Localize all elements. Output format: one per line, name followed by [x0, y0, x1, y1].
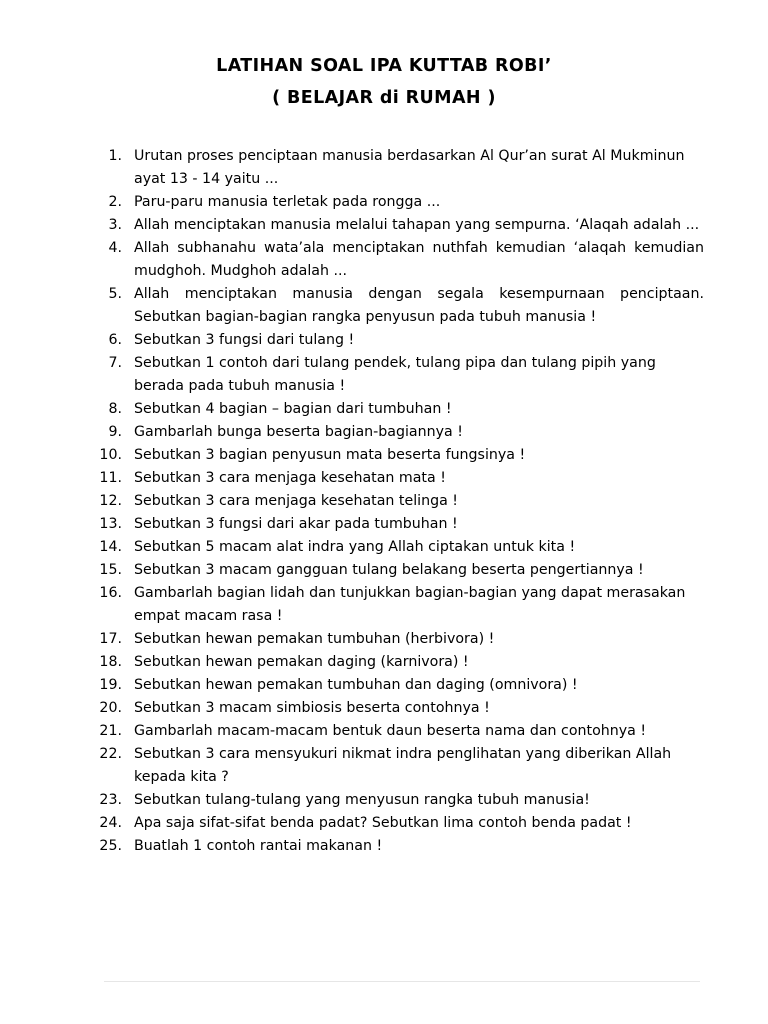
question-number: 16. [99, 585, 122, 601]
question-item [84, 789, 704, 812]
question-text: Sebutkan 3 bagian penyusun mata beserta fungsinya ! [134, 447, 526, 463]
question-number: 3. [108, 217, 122, 233]
question-item [84, 237, 704, 283]
question-item [84, 743, 704, 789]
question-item [84, 513, 704, 536]
question-text: Sebutkan hewan pemakan tumbuhan (herbivora) ! [134, 631, 495, 647]
question-text: Allah menciptakan manusia dengan segala kesempurnaan penciptaan. Sebutkan bagian-bagian rangka penyusun pada tubuh manusia ! [134, 286, 704, 325]
page-subtitle: ( BELAJAR di RUMAH ) [272, 88, 496, 108]
question-item [84, 697, 704, 720]
question-text: Sebutkan 3 fungsi dari akar pada tumbuhan ! [134, 516, 458, 532]
question-text: Sebutkan hewan pemakan tumbuhan dan daging (omnivora) ! [134, 677, 578, 693]
question-number: 21. [99, 723, 122, 739]
question-item [84, 352, 704, 398]
question-number: 2. [108, 194, 122, 210]
question-text: Sebutkan 3 cara menjaga kesehatan telinga ! [134, 493, 458, 509]
question-number: 11. [99, 470, 122, 486]
question-text: Sebutkan 3 macam gangguan tulang belakang beserta pengertiannya ! [134, 562, 644, 578]
question-item [84, 674, 704, 697]
question-text: Allah subhanahu wata’ala menciptakan nuthfah kemudian ‘alaqah kemudian mudghoh. Mudghoh adalah ... [134, 240, 704, 279]
question-number: 19. [99, 677, 122, 693]
question-item [84, 214, 704, 237]
question-number: 5. [108, 286, 122, 302]
question-number: 4. [108, 240, 122, 256]
question-item [84, 467, 704, 490]
question-number: 15. [99, 562, 122, 578]
question-text: Gambarlah bunga beserta bagian-bagiannya ! [134, 424, 463, 440]
page-title: LATIHAN SOAL IPA KUTTAB ROBI’ [216, 56, 552, 76]
question-number: 1. [108, 148, 122, 164]
question-number: 10. [99, 447, 122, 463]
question-text: Sebutkan 4 bagian – bagian dari tumbuhan ! [134, 401, 452, 417]
question-item [84, 835, 704, 858]
question-number: 20. [99, 700, 122, 716]
question-text: Paru-paru manusia terletak pada rongga ... [134, 194, 441, 210]
question-list [84, 145, 704, 858]
question-item [84, 628, 704, 651]
question-number: 14. [99, 539, 122, 555]
question-text: Sebutkan 5 macam alat indra yang Allah ciptakan untuk kita ! [134, 539, 576, 555]
question-number: 23. [99, 792, 122, 808]
question-text: Sebutkan hewan pemakan daging (karnivora) ! [134, 654, 469, 670]
question-text: Sebutkan 1 contoh dari tulang pendek, tulang pipa dan tulang pipih yang berada pada tubuh manusia ! [134, 355, 656, 394]
question-number: 6. [108, 332, 122, 348]
question-number: 25. [99, 838, 122, 854]
question-text: Apa saja sifat-sifat benda padat? Sebutkan lima contoh benda padat ! [134, 815, 632, 831]
question-item [84, 398, 704, 421]
question-text: Sebutkan 3 fungsi dari tulang ! [134, 332, 355, 348]
question-item [84, 812, 704, 835]
question-text: Sebutkan 3 cara menjaga kesehatan mata ! [134, 470, 446, 486]
question-text: Buatlah 1 contoh rantai makanan ! [134, 838, 383, 854]
question-number: 8. [108, 401, 122, 417]
question-number: 17. [99, 631, 122, 647]
question-item [84, 421, 704, 444]
question-text: Urutan proses penciptaan manusia berdasarkan Al Qur’an surat Al Mukminun ayat 13 - 14 yaitu ... [134, 148, 685, 187]
question-text: Sebutkan 3 macam simbiosis beserta contohnya ! [134, 700, 490, 716]
question-item [84, 283, 704, 329]
question-number: 7. [108, 355, 122, 371]
question-number: 24. [99, 815, 122, 831]
question-item [84, 490, 704, 513]
question-number: 13. [99, 516, 122, 532]
question-number: 12. [99, 493, 122, 509]
question-text: Sebutkan 3 cara mensyukuri nikmat indra penglihatan yang diberikan Allah kepada kita ? [134, 746, 672, 785]
question-item [84, 536, 704, 559]
question-number: 18. [99, 654, 122, 670]
question-text: Sebutkan tulang-tulang yang menyusun rangka tubuh manusia! [134, 792, 590, 808]
question-number: 22. [99, 746, 122, 762]
question-item [84, 444, 704, 467]
question-item [84, 720, 704, 743]
question-item [84, 145, 704, 191]
question-item [84, 191, 704, 214]
question-text: Gambarlah macam-macam bentuk daun beserta nama dan contohnya ! [134, 723, 647, 739]
page-bottom-divider [104, 981, 700, 982]
question-number: 9. [108, 424, 122, 440]
question-text: Gambarlah bagian lidah dan tunjukkan bagian-bagian yang dapat merasakan empat macam rasa ! [134, 585, 686, 624]
question-item [84, 559, 704, 582]
question-item [84, 582, 704, 628]
question-text: Allah menciptakan manusia melalui tahapan yang sempurna. ‘Alaqah adalah ... [134, 217, 700, 233]
question-item [84, 651, 704, 674]
question-item [84, 329, 704, 352]
